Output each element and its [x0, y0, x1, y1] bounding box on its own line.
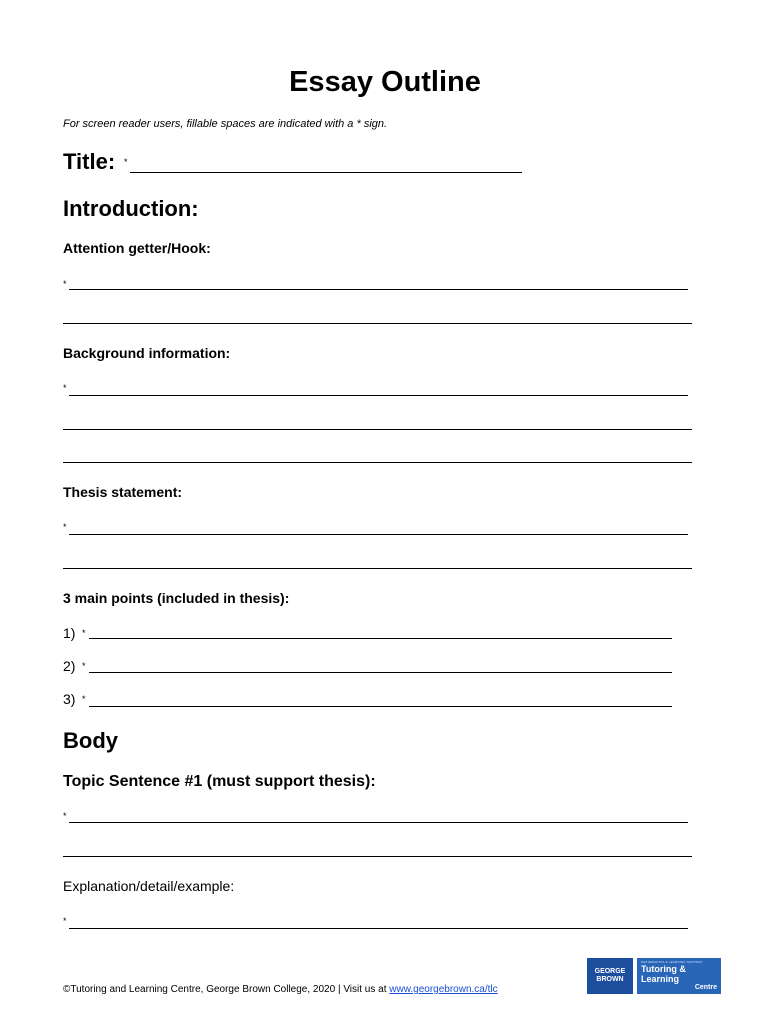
background-field-line-1[interactable]: [69, 395, 688, 396]
logo-wordmark: GEORGE BROWN: [587, 958, 633, 994]
topic-sentence-1-label: Topic Sentence #1 (must support thesis):: [63, 773, 376, 790]
george-brown-logo: [587, 958, 721, 994]
body-heading: Body: [63, 728, 118, 753]
point-2-number: 2): [63, 658, 76, 674]
point-2-field[interactable]: [89, 672, 672, 673]
footer-link[interactable]: www.georgebrown.ca/tlc: [389, 984, 498, 995]
thesis-label: Thesis statement:: [63, 484, 183, 500]
attention-getter-label: Attention getter/Hook:: [63, 240, 211, 256]
attention-field-line-1[interactable]: [69, 289, 688, 290]
topic1-field-line-2[interactable]: [63, 856, 692, 857]
topic1-field-line-1[interactable]: [69, 822, 688, 823]
attention-field-line-2[interactable]: [63, 323, 692, 324]
explanation-label: Explanation/detail/example:: [63, 878, 235, 894]
explanation-field-line-1[interactable]: [69, 928, 688, 929]
title-label: Title:: [63, 149, 116, 174]
background-field-line-3[interactable]: [63, 462, 692, 463]
footer: [63, 984, 498, 995]
point-1-field[interactable]: [89, 638, 672, 639]
screen-reader-note: For screen reader users, fillable spaces are indicated with a * sign.: [63, 118, 388, 130]
background-star: *: [63, 383, 67, 393]
thesis-star: *: [63, 522, 67, 532]
point-3-star: *: [82, 694, 86, 704]
topic1-star: *: [63, 811, 67, 821]
page-title: Essay Outline: [289, 66, 481, 98]
explanation-star: *: [63, 916, 67, 926]
title-star: *: [124, 157, 128, 167]
thesis-field-line-2[interactable]: [63, 568, 692, 569]
point-1-number: 1): [63, 625, 76, 641]
point-1-star: *: [82, 628, 86, 638]
point-3-field[interactable]: [89, 706, 672, 707]
point-2-star: *: [82, 661, 86, 671]
background-info-label: Background information:: [63, 345, 231, 361]
logo-centre-name: MATHEMATICS & LEARNING SUPPORT Tutoring & Learning Centre: [637, 958, 721, 994]
title-field[interactable]: [130, 172, 522, 173]
point-3-number: 3): [63, 691, 76, 707]
introduction-heading: Introduction:: [63, 196, 199, 221]
attention-star: *: [63, 279, 67, 289]
main-points-label: 3 main points (included in thesis):: [63, 590, 290, 606]
thesis-field-line-1[interactable]: [69, 534, 688, 535]
footer-text: ©Tutoring and Learning Centre, George Brown College, 2020 | Visit us at: [63, 984, 390, 995]
background-field-line-2[interactable]: [63, 429, 692, 430]
